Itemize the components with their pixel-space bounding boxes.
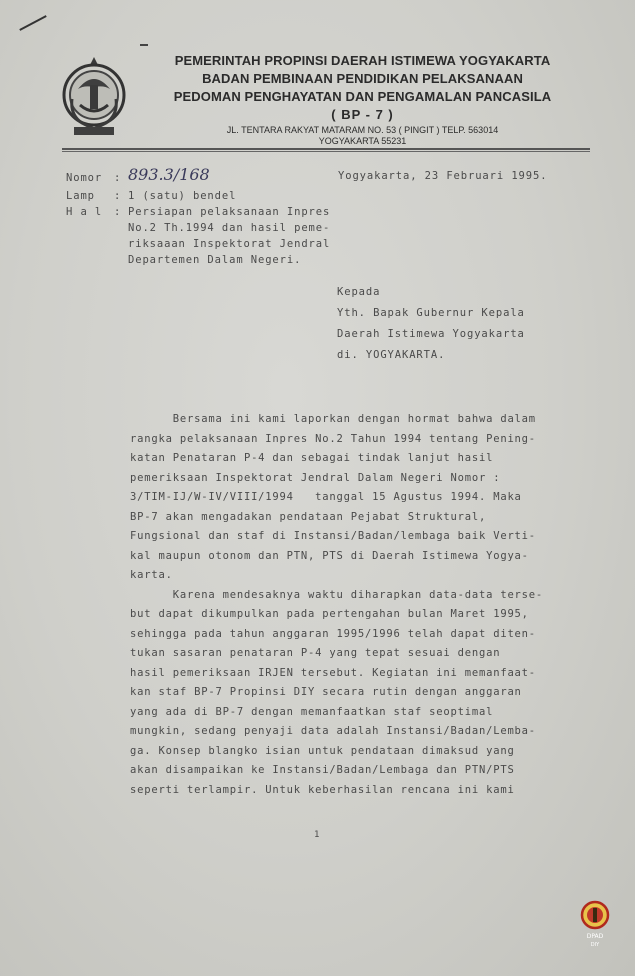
letter-body — [130, 410, 555, 800]
pen-mark — [140, 44, 148, 46]
body-line: tukan sasaran penataran P-4 yang tepat sesuai dengan — [130, 647, 501, 659]
letter-meta — [66, 165, 343, 268]
hal-value — [128, 204, 343, 268]
letterhead-line: BADAN PEMBINAAN PENDIDIKAN PELAKSANAAN — [202, 71, 523, 86]
letterhead-line: ( BP - 7 ) — [331, 107, 394, 122]
body-line: kal maupun otonom dan PTN, PTS di Daerah Istimewa Yogya- — [130, 549, 529, 562]
colon: : — [114, 190, 122, 202]
hal-line: Persiapan pelaksanaan Inpres — [128, 206, 331, 218]
letterhead-divider — [62, 151, 590, 152]
letterhead — [150, 52, 575, 147]
hal-label: H a l — [66, 206, 103, 218]
body-line: pemeriksaan Inspektorat Jendral Dalam Negeri Nomor : — [130, 471, 501, 484]
body-line: seperti terlampir. Untuk keberhasilan rencana ini kami — [130, 783, 515, 796]
archive-logo-top: DPAD — [586, 933, 604, 940]
letterhead-line: PEMERINTAH PROPINSI DAERAH ISTIMEWA YOGYAKARTA — [174, 53, 551, 68]
hal-line: Departemen Dalam Negeri. — [128, 254, 302, 266]
addressee-line: Daerah Istimewa Yogyakarta — [337, 328, 525, 340]
body-paragraph-1 — [130, 410, 555, 586]
archive-logo-bottom: DIY — [590, 942, 600, 948]
colon: : — [114, 172, 122, 184]
government-seal-icon — [60, 55, 128, 139]
addressee-line: di. YOGYAKARTA. — [337, 349, 446, 361]
body-line: but dapat dikumpulkan pada pertengahan bulan Maret 1995, — [130, 608, 529, 620]
addressee-line: Kepada — [337, 286, 381, 298]
nomor-value: 893.3/168 — [128, 165, 210, 184]
lamp-value: 1 (satu) bendel — [128, 190, 237, 202]
addressee-block — [337, 282, 525, 366]
addressee-line: Yth. Bapak Gubernur Kepala — [337, 307, 525, 319]
lamp-label: Lamp — [66, 190, 95, 202]
body-line: sehingga pada tahun anggaran 1995/1996 telah dapat diten- — [130, 627, 536, 640]
letterhead-divider — [62, 148, 590, 150]
body-line: akan disampaikan ke Instansi/Badan/Lembaga dan PTN/PTS — [130, 764, 515, 776]
body-line: BP-7 akan mengadakan pendataan Pejabat Struktural, — [130, 510, 487, 523]
letter-date: Yogyakarta, 23 Februari 1995. — [338, 170, 548, 182]
body-paragraph-2 — [130, 586, 555, 801]
nomor-label: Nomor — [66, 172, 103, 184]
letterhead-city: YOGYAKARTA 55231 — [318, 136, 407, 146]
body-line: Bersama ini kami laporkan dengan hormat bahwa dalam — [130, 413, 536, 425]
body-line: karta. — [130, 569, 173, 581]
body-line: katan Penataran P-4 dan sebagai tindak lanjut hasil — [130, 452, 494, 464]
body-line: ga. Konsep blangko isian untuk pendataan dimaksud yang — [130, 744, 515, 757]
archive-logo-icon — [578, 900, 612, 950]
pen-mark — [19, 15, 46, 31]
colon: : — [114, 206, 122, 218]
body-line: 3/TIM-IJ/W-IV/VIII/1994 tanggal 15 Agustus 1994. Maka — [130, 491, 522, 503]
body-line: hasil pemeriksaan IRJEN tersebut. Kegiatan ini memanfaat- — [130, 666, 536, 679]
body-line: yang ada di BP-7 dengan memanfaatkan staf seoptimal — [130, 705, 494, 718]
body-line: mungkin, sedang penyaji data adalah Instansi/Badan/Lemba- — [130, 725, 536, 737]
body-line: kan staf BP-7 Propinsi DIY secara rutin dengan anggaran — [130, 686, 522, 698]
letterhead-address: JL. TENTARA RAKYAT MATARAM NO. 53 ( PINGIT ) TELP. 563014 — [226, 125, 499, 135]
body-line: Fungsional dan staf di Instansi/Badan/lembaga baik Verti- — [130, 530, 536, 542]
letterhead-line: PEDOMAN PENGHAYATAN DAN PENGAMALAN PANCASILA — [173, 89, 552, 104]
page-number: 1 — [314, 830, 320, 840]
body-line: rangka pelaksanaan Inpres No.2 Tahun 1994 tentang Pening- — [130, 432, 536, 445]
hal-line: riksaaan Inspektorat Jendral — [128, 238, 331, 250]
hal-line: No.2 Th.1994 dan hasil peme- — [128, 222, 331, 234]
body-line: Karena mendesaknya waktu diharapkan data-data terse- — [130, 588, 544, 601]
